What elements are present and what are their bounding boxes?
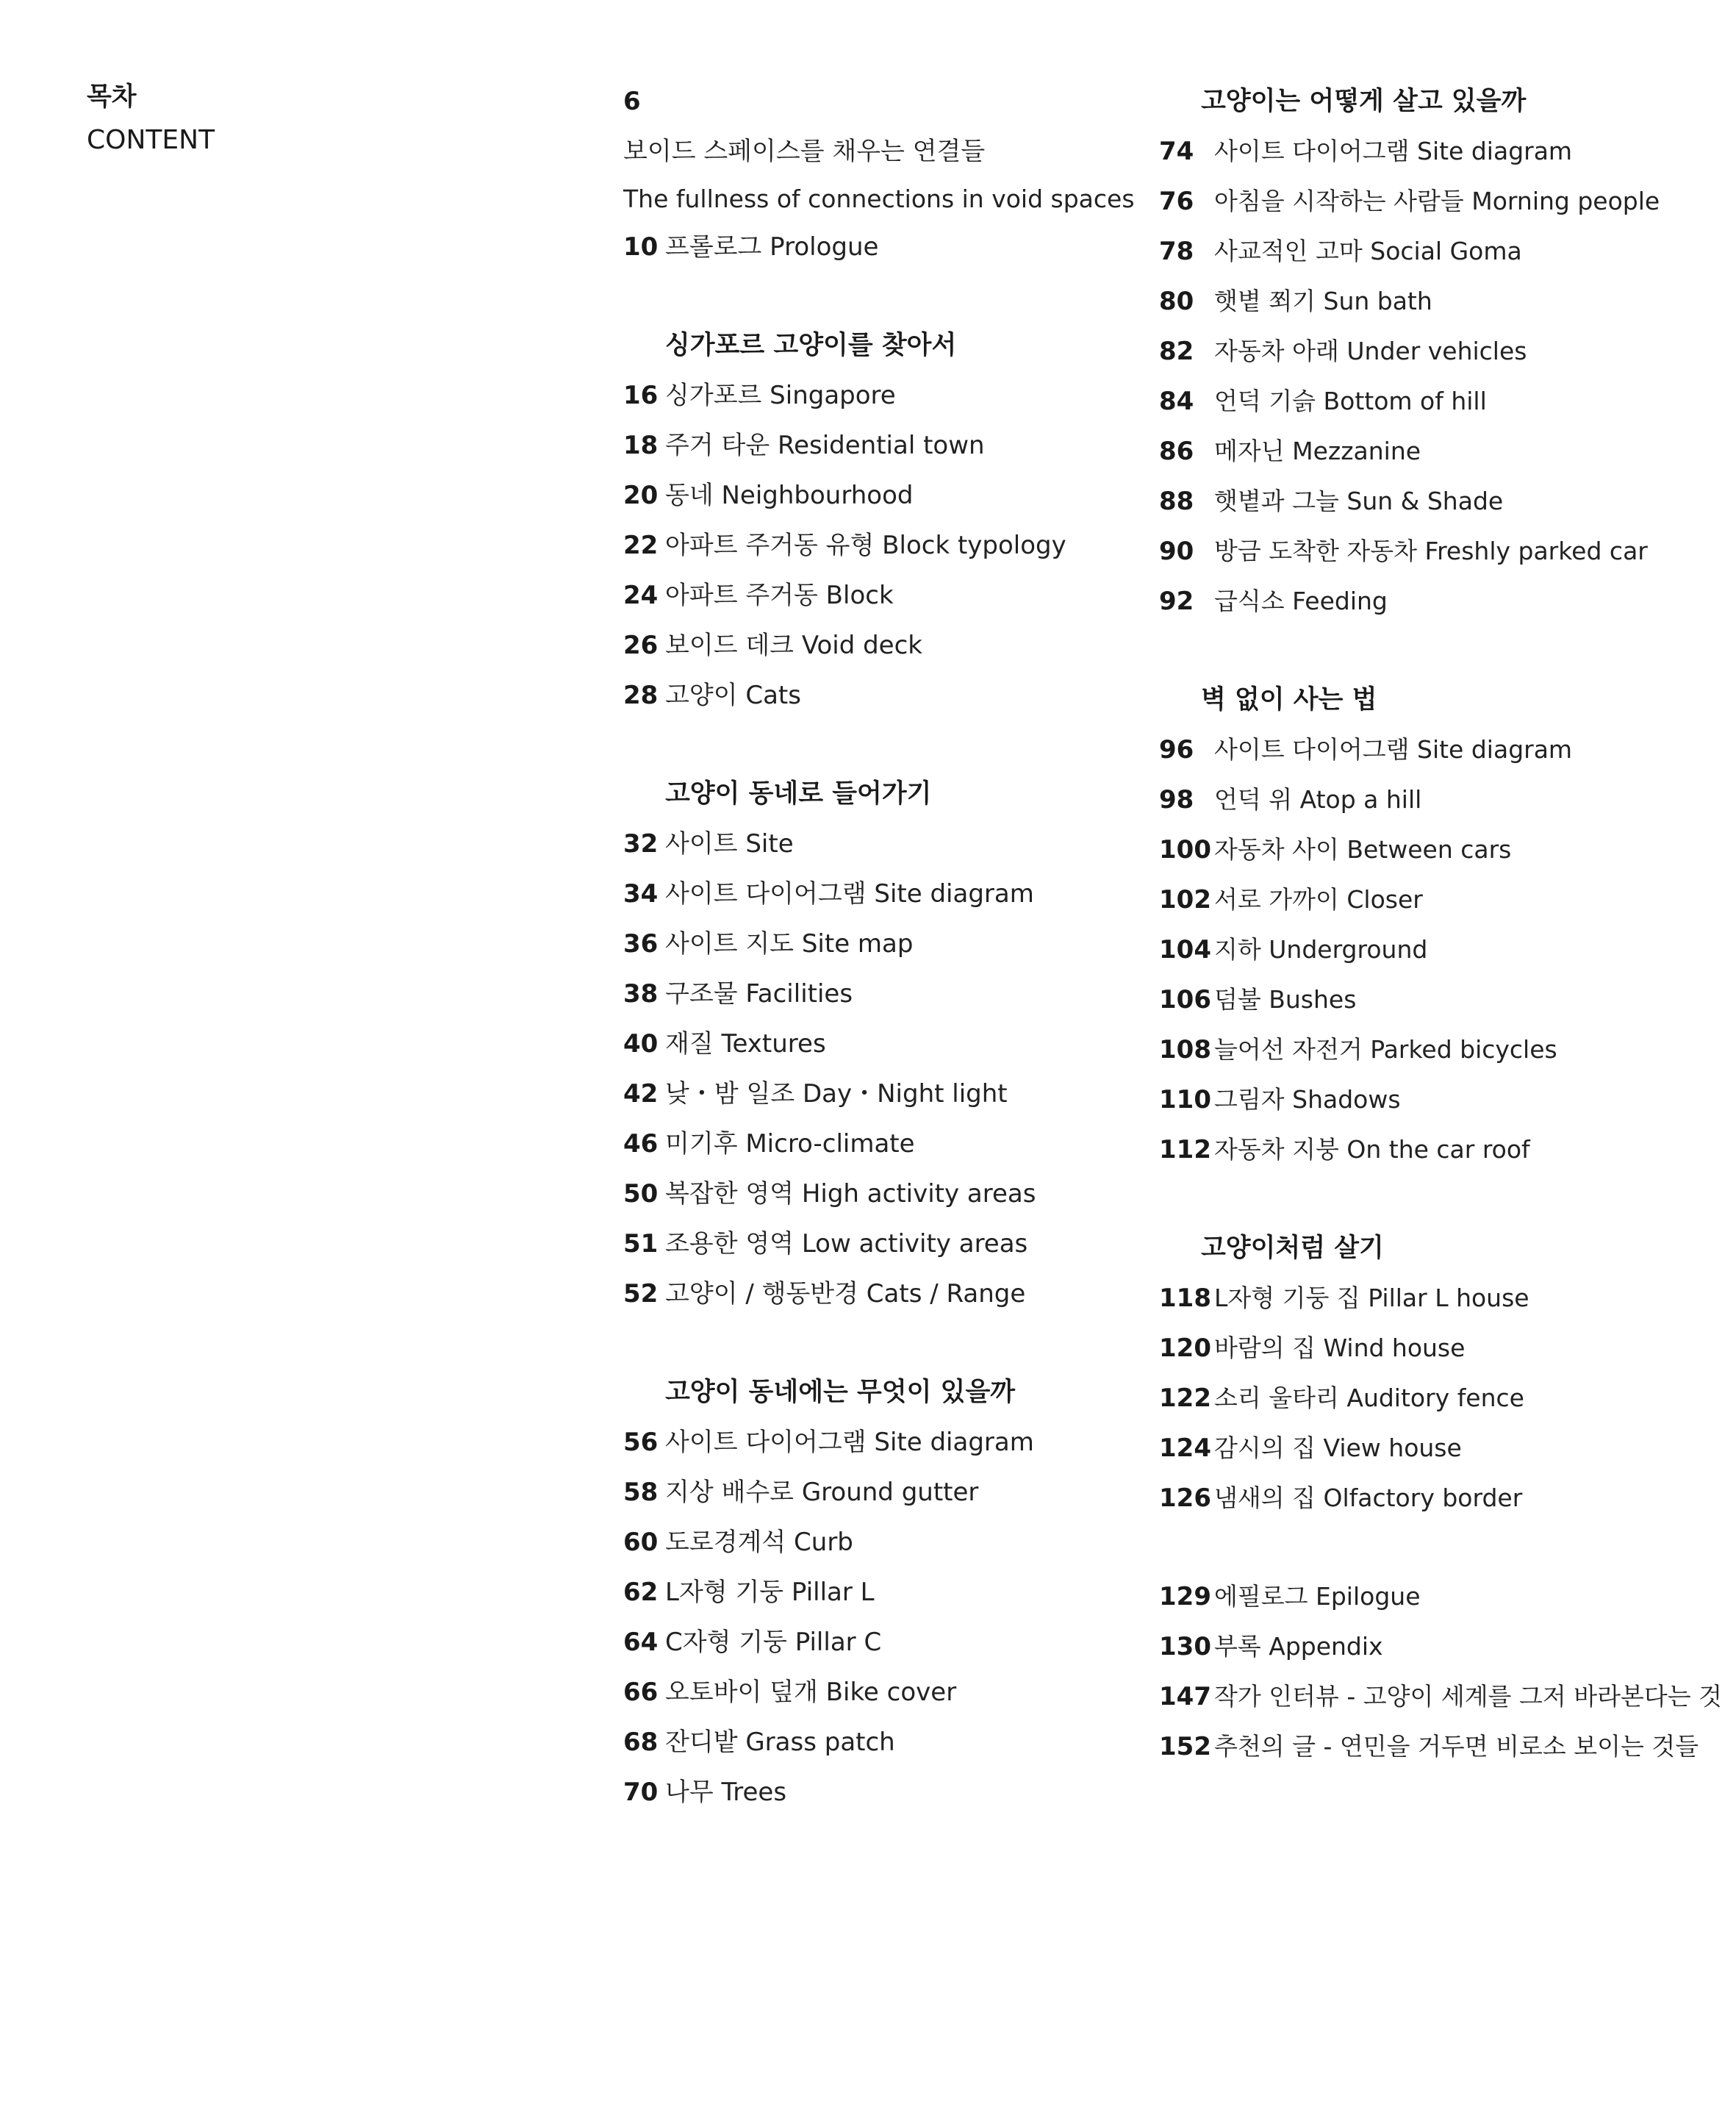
toc-page-number: 130 (1159, 1632, 1211, 1661)
toc-page-number: 62 (623, 1578, 659, 1607)
toc-entry-title: 사이트 지도 Site map (665, 929, 914, 959)
toc-heading-korean: 목차 (87, 82, 137, 112)
toc-entry[interactable] (623, 470, 1138, 520)
toc-entry[interactable] (623, 1767, 1138, 1817)
toc-page-number: 66 (623, 1678, 659, 1707)
toc-page-number: 24 (623, 581, 659, 610)
toc-entry-title: 서로 가까이 Closer (1214, 885, 1423, 914)
toc-entry[interactable] (623, 1467, 1138, 1517)
toc-entry-title: 도로경계석 Curb (665, 1528, 853, 1557)
toc-entry-title: L자형 기둥 집 Pillar L house (1214, 1284, 1529, 1312)
toc-entry[interactable] (623, 1269, 1138, 1319)
toc-page-number: 112 (1159, 1135, 1211, 1164)
toc-entry-title: 방금 도착한 자동차 Freshly parked car (1214, 537, 1648, 565)
toc-page-number: 68 (623, 1728, 659, 1757)
toc-entry[interactable] (1159, 1572, 1674, 1622)
toc-entry-title: 고양이 Cats (665, 681, 801, 710)
section-spacer (623, 1319, 1138, 1367)
toc-page-number: 56 (623, 1428, 659, 1457)
toc-entry[interactable] (623, 1617, 1138, 1667)
toc-entry[interactable] (623, 1517, 1138, 1567)
toc-entry-title: 싱가포르 Singapore (665, 381, 896, 410)
toc-page-number: 76 (1159, 187, 1194, 216)
toc-entry[interactable] (1159, 1672, 1723, 1722)
toc-entry[interactable] (1159, 176, 1674, 226)
toc-entry-title: 메자닌 Mezzanine (1214, 437, 1421, 465)
toc-page-number: 152 (1159, 1732, 1211, 1761)
toc-entry[interactable] (1159, 276, 1674, 326)
toc-entry-title: 자동차 아래 Under vehicles (1214, 337, 1527, 365)
toc-page-number: 120 (1159, 1334, 1211, 1363)
toc-page-number: 16 (623, 381, 659, 410)
toc-entry[interactable] (1159, 376, 1674, 426)
toc-page-number: 64 (623, 1628, 659, 1657)
toc-entry[interactable] (1159, 925, 1674, 975)
toc-entry-title: 재질 Textures (665, 1029, 826, 1059)
toc-entry[interactable] (1159, 1423, 1674, 1473)
section-spacer (1159, 1523, 1674, 1572)
toc-heading-english: CONTENT (87, 125, 215, 155)
toc-entry[interactable] (1159, 1075, 1674, 1125)
toc-entry-title: 늘어선 자전거 Parked bicycles (1214, 1035, 1557, 1064)
toc-section-title: 싱가포르 고양이를 찾아서 (665, 331, 957, 360)
toc-page-number: 70 (623, 1778, 659, 1807)
toc-entry-title: 그림자 Shadows (1214, 1085, 1401, 1114)
toc-page-number: 74 (1159, 137, 1194, 166)
toc-entry[interactable] (1159, 1025, 1674, 1075)
toc-entry-title: 나무 Trees (665, 1778, 787, 1807)
toc-entry[interactable] (623, 1119, 1138, 1169)
toc-entry-title: 낮・밤 일조 Day・Night light (665, 1079, 1008, 1109)
toc-entry[interactable] (1159, 775, 1674, 825)
toc-entry[interactable] (1159, 825, 1674, 875)
toc-entry-title: 아침을 시작하는 사람들 Morning people (1214, 187, 1660, 215)
toc-entry-title: 언덕 기슭 Bottom of hill (1214, 387, 1487, 415)
toc-entry[interactable] (1159, 1273, 1674, 1323)
toc-entry-title: 잔디밭 Grass patch (665, 1728, 895, 1757)
toc-entry-title: L자형 기둥 Pillar L (665, 1578, 875, 1607)
toc-entry-title: 작가 인터뷰 - 고양이 세계를 그저 바라본다는 것 (1214, 1682, 1723, 1711)
toc-entry[interactable] (623, 1667, 1138, 1717)
toc-entry-title: 급식소 Feeding (1214, 587, 1388, 615)
toc-entry-title: 사이트 다이어그램 Site diagram (1214, 735, 1573, 764)
toc-entry[interactable] (623, 1019, 1138, 1069)
toc-page-number: 10 (623, 232, 659, 262)
toc-entry[interactable] (623, 1417, 1138, 1467)
toc-page-number: 51 (623, 1229, 659, 1259)
toc-entry[interactable] (1159, 326, 1674, 376)
toc-section-title: 고양이는 어떻게 살고 있을까 (1201, 87, 1527, 116)
toc-page-number: 38 (623, 979, 659, 1009)
toc-entry-title: 보이드 데크 Void deck (665, 631, 922, 660)
toc-entry[interactable] (623, 969, 1138, 1019)
toc-entry[interactable] (623, 222, 1138, 272)
toc-column-right (1159, 76, 1723, 1772)
toc-page-number: 86 (1159, 437, 1194, 466)
toc-entry-text (623, 126, 1135, 222)
toc-page-number: 122 (1159, 1384, 1211, 1413)
toc-entry-title: 구조물 Facilities (665, 979, 853, 1009)
toc-page-number: 108 (1159, 1035, 1211, 1064)
toc-entry-title: 소리 울타리 Auditory fence (1214, 1384, 1524, 1412)
toc-entry[interactable] (623, 570, 1138, 620)
toc-entry-title: 지하 Underground (1214, 935, 1428, 964)
toc-entry-title: 추천의 글 - 연민을 거두면 비로소 보이는 것들 (1214, 1732, 1699, 1761)
section-spacer (623, 272, 1138, 321)
toc-page-number: 58 (623, 1478, 659, 1507)
toc-entry[interactable] (623, 919, 1138, 969)
toc-page-number: 129 (1159, 1582, 1211, 1611)
toc-page-number: 80 (1159, 287, 1194, 316)
toc-entry-subtitle: The fullness of connections in void spaces (623, 185, 1135, 213)
toc-entry[interactable] (623, 1069, 1138, 1119)
toc-entry[interactable] (623, 371, 1138, 420)
toc-entry-title: 냄새의 집 Olfactory border (1214, 1483, 1523, 1512)
toc-page-number: 100 (1159, 835, 1211, 865)
toc-section-title: 고양이 동네에는 무엇이 있을까 (665, 1378, 1016, 1407)
toc-section-title: 고양이처럼 살기 (1201, 1234, 1384, 1263)
toc-entry-title: 자동차 지붕 On the car roof (1214, 1135, 1530, 1164)
toc-entry-title: 사이트 Site (665, 829, 794, 859)
toc-entry-title: 햇볕 쬐기 Sun bath (1214, 287, 1432, 315)
toc-entry-title: 바람의 집 Wind house (1214, 1334, 1466, 1362)
toc-entry[interactable] (623, 420, 1138, 470)
toc-entry-title: 프롤로그 Prologue (665, 232, 879, 262)
toc-page-number: 90 (1159, 537, 1194, 566)
toc-entry[interactable] (1159, 1373, 1674, 1423)
toc-entry-title: 햇볕과 그늘 Sun & Shade (1214, 487, 1504, 515)
section-spacer (1159, 1175, 1674, 1223)
toc-page-number: 50 (623, 1179, 659, 1209)
toc-entry-title: C자형 기둥 Pillar C (665, 1628, 882, 1657)
toc-column-left (623, 76, 1138, 1817)
toc-entry[interactable] (623, 1219, 1138, 1269)
toc-heading (87, 76, 215, 163)
toc-entry-title: 언덕 위 Atop a hill (1214, 785, 1422, 814)
toc-page-number: 32 (623, 829, 659, 859)
toc-page-number: 52 (623, 1279, 659, 1309)
toc-entry-title: 고양이 / 행동반경 Cats / Range (665, 1279, 1026, 1309)
toc-page-number: 84 (1159, 387, 1194, 416)
toc-page-number: 118 (1159, 1284, 1211, 1313)
toc-entry[interactable] (623, 620, 1138, 670)
toc-section-title: 고양이 동네로 들어가기 (665, 779, 932, 809)
toc-page-number: 92 (1159, 587, 1194, 616)
toc-entry-title: 조용한 영역 Low activity areas (665, 1229, 1028, 1259)
toc-page-number: 104 (1159, 935, 1211, 964)
toc-page-number: 34 (623, 879, 659, 909)
toc-entry-title: 부록 Appendix (1214, 1632, 1383, 1661)
toc-entry[interactable] (623, 869, 1138, 919)
toc-entry-title: 덤불 Bushes (1214, 985, 1357, 1014)
toc-page-number: 96 (1159, 735, 1194, 765)
section-spacer (1159, 626, 1674, 675)
toc-entry-title: 사교적인 고마 Social Goma (1214, 237, 1522, 265)
toc-page-number: 18 (623, 431, 659, 460)
toc-entry-title: 사이트 다이어그램 Site diagram (665, 879, 1034, 909)
toc-entry-title: 감시의 집 View house (1214, 1434, 1462, 1462)
toc-entry-title: 보이드 스페이스를 채우는 연결들 (623, 137, 986, 166)
toc-page-number: 6 (623, 87, 641, 116)
section-spacer (623, 720, 1138, 769)
toc-entry-title: 아파트 주거동 Block (665, 581, 894, 610)
toc-page-number: 126 (1159, 1483, 1211, 1513)
toc-entry[interactable] (623, 1567, 1138, 1617)
toc-entry-title: 사이트 다이어그램 Site diagram (1214, 137, 1573, 165)
toc-entry[interactable] (1159, 1323, 1674, 1373)
toc-page-number: 20 (623, 481, 659, 510)
toc-page-number: 110 (1159, 1085, 1211, 1114)
toc-page-number: 46 (623, 1129, 659, 1159)
toc-entry[interactable] (1159, 526, 1674, 576)
toc-entry-title: 지상 배수로 Ground gutter (665, 1478, 979, 1507)
toc-entry[interactable] (1159, 576, 1674, 626)
toc-entry[interactable] (1159, 1622, 1674, 1672)
toc-page-number: 42 (623, 1079, 659, 1109)
toc-page-number: 78 (1159, 237, 1194, 266)
toc-entry[interactable] (1159, 476, 1674, 526)
toc-entry-title: 자동차 사이 Between cars (1214, 835, 1512, 864)
toc-entry[interactable] (1159, 1125, 1674, 1175)
toc-entry[interactable] (623, 1717, 1138, 1767)
toc-entry[interactable] (623, 1169, 1138, 1219)
toc-entry-title: 에필로그 Epilogue (1214, 1582, 1421, 1611)
toc-page-number: 22 (623, 531, 659, 560)
toc-entry-title: 아파트 주거동 유형 Block typology (665, 531, 1066, 560)
toc-page-number: 26 (623, 631, 659, 660)
toc-entry[interactable] (623, 520, 1138, 570)
toc-page-number: 88 (1159, 487, 1194, 516)
toc-page-number: 102 (1159, 885, 1211, 915)
toc-page-number: 82 (1159, 337, 1194, 366)
toc-entry-title: 미기후 Micro-climate (665, 1129, 915, 1159)
toc-page-number: 106 (1159, 985, 1211, 1014)
toc-entry-title: 동네 Neighbourhood (665, 481, 914, 510)
toc-entry[interactable] (1159, 975, 1674, 1025)
toc-entry[interactable] (1159, 725, 1674, 775)
toc-entry-title: 주거 타운 Residential town (665, 431, 985, 460)
toc-page-number: 124 (1159, 1434, 1211, 1463)
toc-entry[interactable] (623, 670, 1138, 720)
toc-entry-title: 복잡한 영역 High activity areas (665, 1179, 1036, 1209)
toc-entry[interactable] (1159, 426, 1674, 476)
toc-entry-title: 사이트 다이어그램 Site diagram (665, 1428, 1034, 1457)
toc-entry[interactable] (1159, 226, 1674, 276)
toc-entry[interactable] (1159, 1722, 1699, 1772)
toc-page-number: 28 (623, 681, 659, 710)
toc-entry[interactable] (623, 819, 1138, 869)
toc-entry[interactable] (1159, 126, 1674, 176)
toc-page-number: 40 (623, 1029, 659, 1059)
toc-page-number: 98 (1159, 785, 1194, 815)
toc-entry[interactable] (1159, 1473, 1674, 1523)
toc-entry-title: 오토바이 덮개 Bike cover (665, 1678, 957, 1707)
toc-entry[interactable] (1159, 875, 1674, 925)
toc-entry[interactable] (623, 76, 1138, 222)
toc-page-number: 147 (1159, 1682, 1211, 1711)
toc-page-number: 36 (623, 929, 659, 959)
toc-page-number: 60 (623, 1528, 659, 1557)
toc-section-title: 벽 없이 사는 법 (1201, 685, 1377, 715)
